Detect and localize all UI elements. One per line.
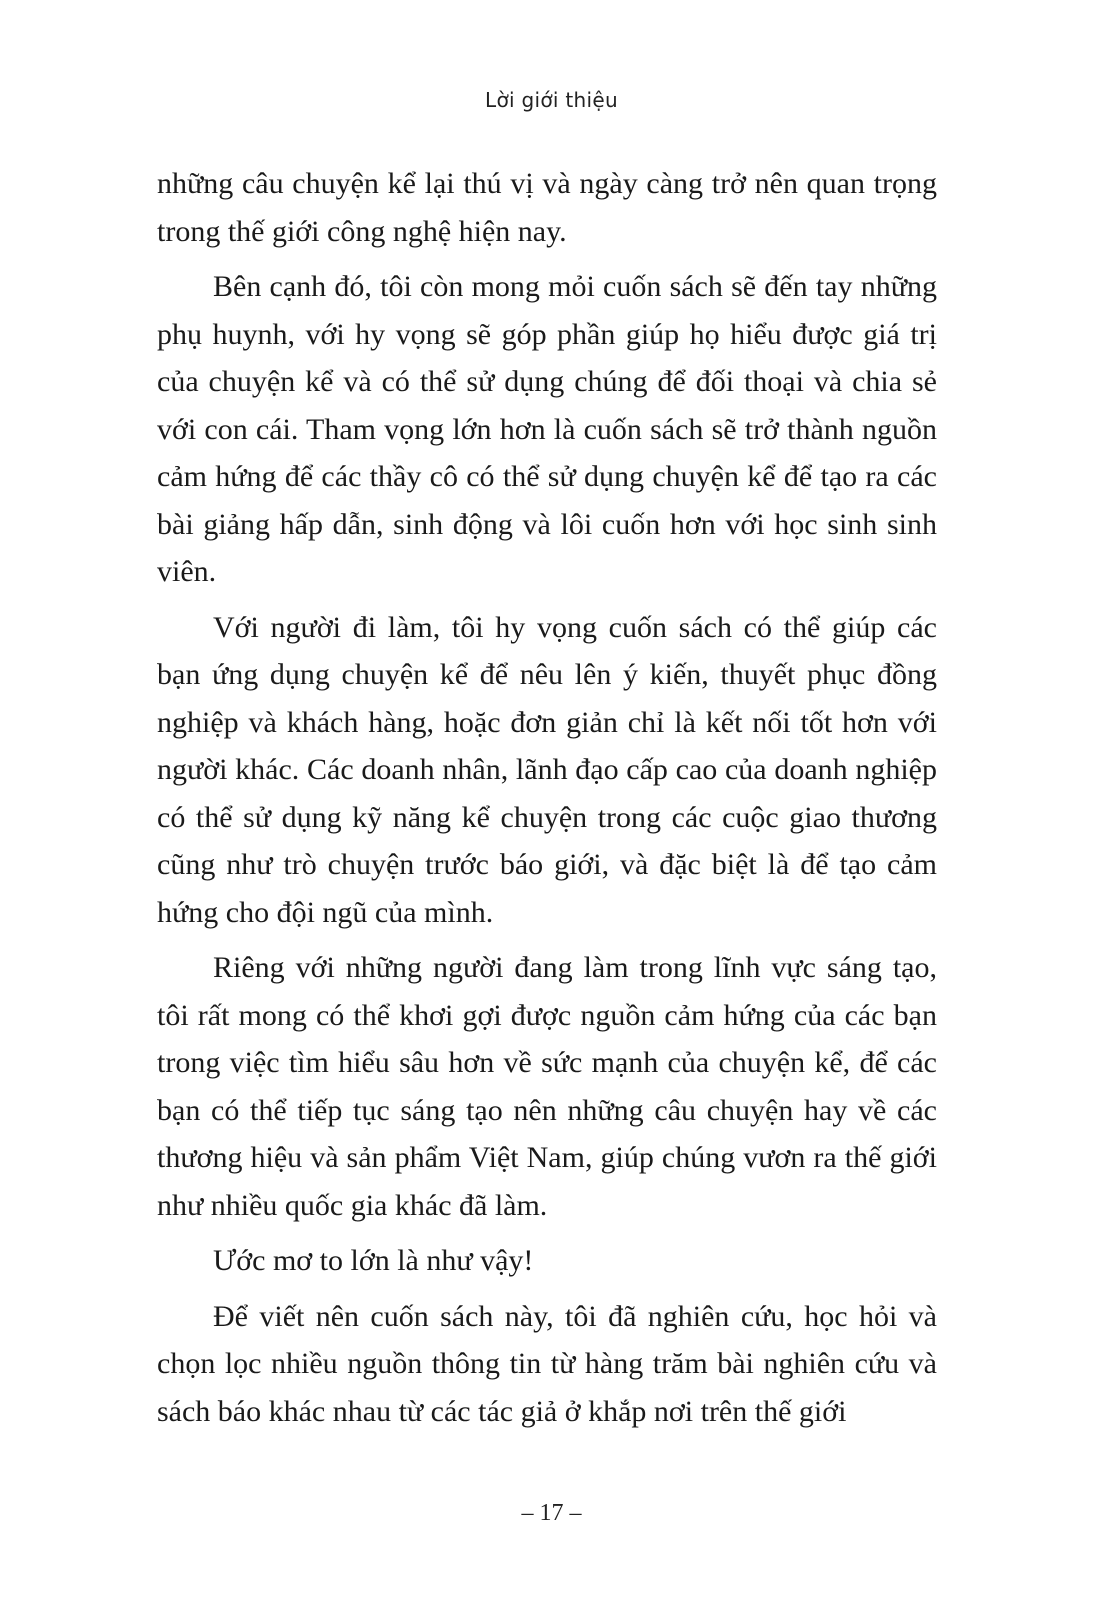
running-header: Lời giới thiệu [485,88,618,112]
paragraph-dream: Ước mơ to lớn là như vậy! [213,1244,534,1277]
page-number: – 17 – [521,1500,582,1526]
paragraph-creatives: Riêng với những người đang làm trong lĩnh vực sáng tạo, tôi rất mong có thể khơi gợi được nguồn cảm hứng của các bạn trong việc tìm hiểu sâu hơn về sức mạnh của chuyện kể, để các bạn có thể tiếp tục sáng tạo nên những câu chuyện hay về các thương hiệu và sản phẩm Việt Nam, giúp chúng vươn ra thế giới như nhiều quốc gia khác đã làm. [157,951,937,1222]
paragraph-parents: Bên cạnh đó, tôi còn mong mỏi cuốn sách sẽ đến tay những phụ huynh, với hy vọng sẽ góp phần giúp họ hiểu được giá trị của chuyện kể và có thể sử dụng chúng để đối thoại và chia sẻ với con cái. Tham vọng lớn hơn là cuốn sách sẽ trở thành nguồn cảm hứng để các thầy cô có thể sử dụng chuyện kể để tạo ra các bài giảng hấp dẫn, sinh động và lôi cuốn hơn với học sinh sinh viên. [157,270,937,588]
paragraph-research: Để viết nên cuốn sách này, tôi đã nghiên cứu, học hỏi và chọn lọc nhiều nguồn thông tin từ hàng trăm bài nghiên cứu và sách báo khác nhau từ các tác giả ở khắp nơi trên thế giới [157,1299,937,1428]
paragraph-continued: những câu chuyện kể lại thú vị và ngày càng trở nên quan trọng trong thế giới công nghệ hiện nay. [157,167,937,248]
paragraph-workers: Với người đi làm, tôi hy vọng cuốn sách có thể giúp các bạn ứng dụng chuyện kể để nêu lên ý kiến, thuyết phục đồng nghiệp và khách hàng, hoặc đơn giản chỉ là kết nối tốt hơn với người khác. Các doanh nhân, lãnh đạo cấp cao của doanh nghiệp có thể sử dụng kỹ năng kể chuyện trong các cuộc giao thương cũng như trò chuyện trước báo giới, và đặc biệt là để tạo cảm hứng cho đội ngũ của mình. [157,610,937,929]
body-text [157,160,937,1443]
